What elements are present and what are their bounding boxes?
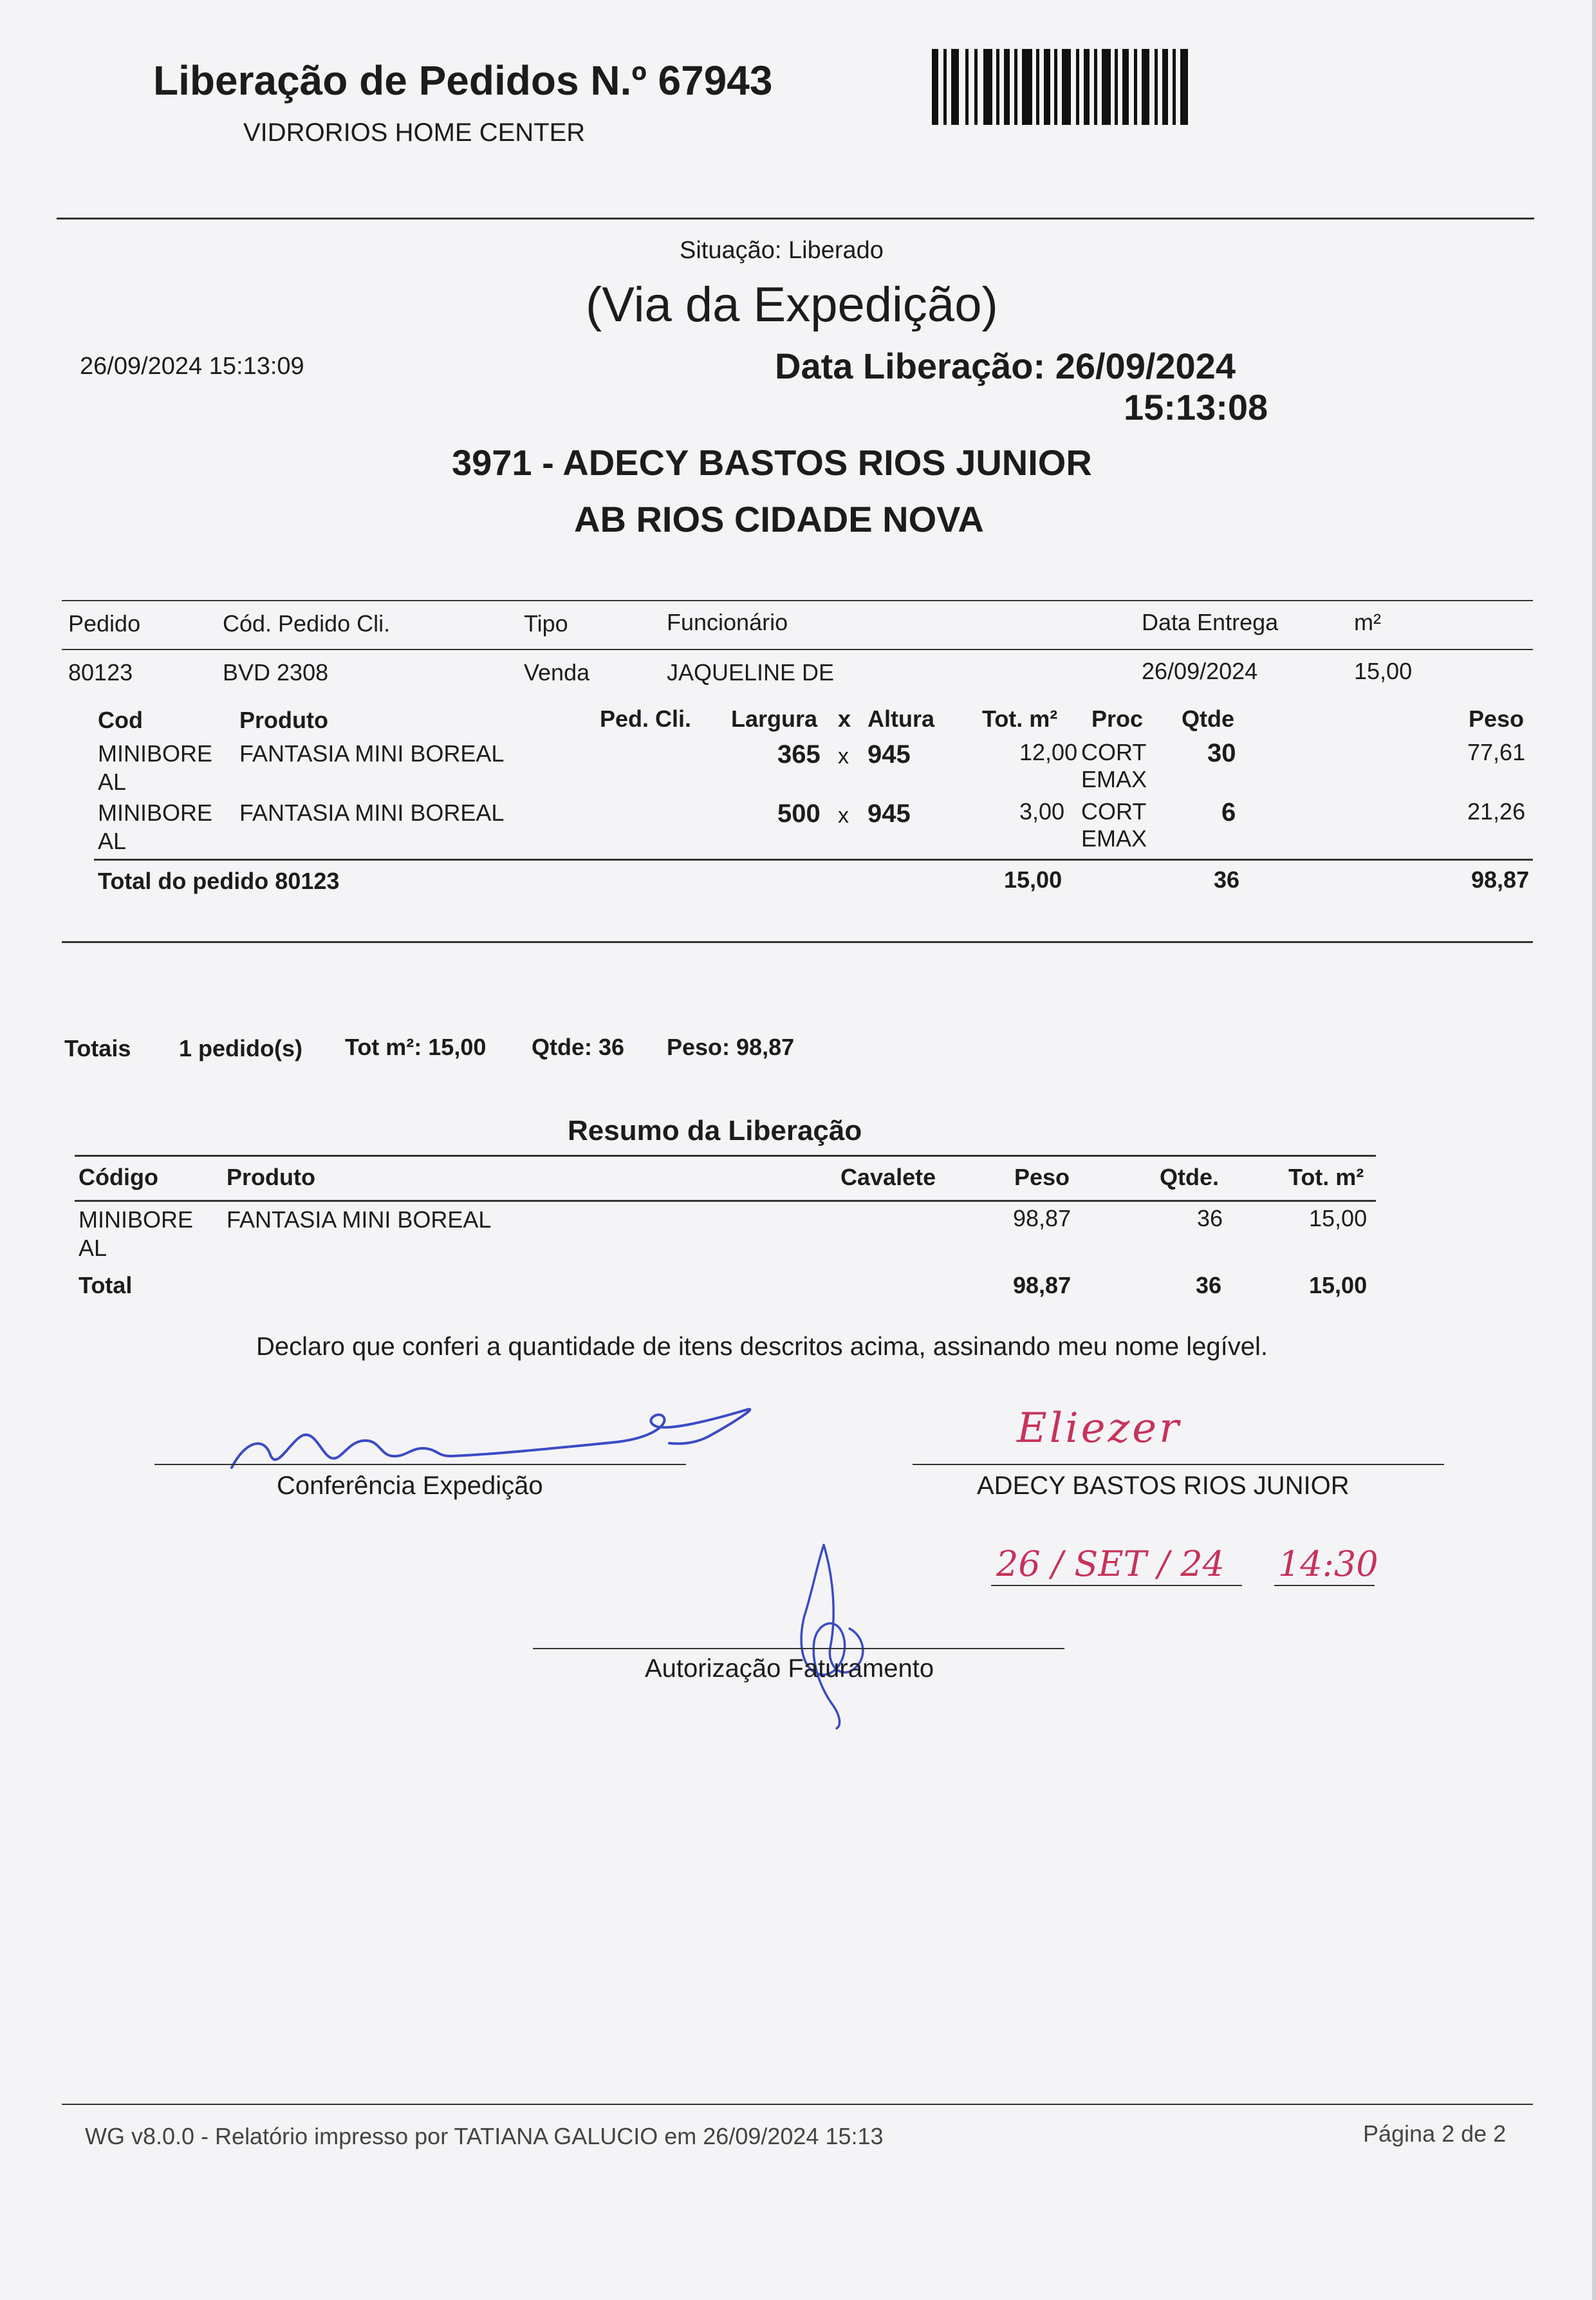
item-2-proc: CORT [1081, 798, 1147, 825]
client-handwritten-name: Eliezer [1017, 1405, 1182, 1452]
items-col-qtde: Qtde [1182, 706, 1235, 732]
resumo-header-rule [75, 1200, 1376, 1202]
items-col-proc: Proc [1091, 706, 1144, 732]
totais-peso: Peso: 98,87 [667, 1034, 795, 1060]
resumo-col-peso: Peso [1014, 1164, 1070, 1190]
items-total-qtde: 36 [1214, 866, 1240, 893]
order-cod-pedido-cli: BVD 2308 [223, 659, 329, 686]
items-total-label: Total do pedido 80123 [98, 868, 340, 894]
footer-page-number: Página 2 de 2 [1363, 2120, 1507, 2147]
document-title: Liberação de Pedidos N.º 67943 [153, 57, 773, 104]
item-1-proc: CORT [1081, 739, 1147, 765]
item-1-cod: MINIBORE [98, 740, 213, 767]
handwritten-date: 26 / SET / 24 [996, 1544, 1225, 1584]
item-1-tot-m2: 12,00 [1019, 739, 1078, 765]
resumo-top-rule [75, 1155, 1376, 1157]
item-2-cod-cont: AL [98, 828, 127, 854]
col-m2: m² [1354, 609, 1381, 635]
resumo-total-peso: 98,87 [1013, 1272, 1072, 1298]
totais-qtde: Qtde: 36 [532, 1034, 625, 1060]
col-cod-pedido-cli: Cód. Pedido Cli. [223, 610, 391, 637]
item-1-proc-cont: EMAX [1081, 766, 1147, 792]
barcode-icon [932, 49, 1189, 125]
resumo-row-codigo-cont: AL [79, 1235, 107, 1261]
resumo-total-label: Total [79, 1272, 133, 1298]
col-tipo: Tipo [524, 610, 568, 637]
resumo-col-cavalete: Cavalete [840, 1164, 936, 1190]
item-2-produto: FANTASIA MINI BOREAL [239, 799, 505, 826]
autorizacao-signature-icon [772, 1538, 882, 1732]
order-data-entrega: 26/09/2024 [1142, 658, 1258, 684]
col-pedido: Pedido [68, 610, 141, 637]
item-2-x: x [838, 803, 849, 828]
resumo-row-tot-m2: 15,00 [1309, 1205, 1368, 1231]
resumo-total-tot-m2: 15,00 [1309, 1272, 1368, 1298]
item-2-altura: 945 [868, 799, 911, 828]
situacao-label: Situação: Liberado [680, 237, 884, 264]
item-2-qtde: 6 [1221, 798, 1236, 827]
resumo-total-qtde: 36 [1196, 1272, 1222, 1298]
order-m2: 15,00 [1354, 658, 1413, 684]
resumo-col-codigo: Código [79, 1164, 158, 1190]
data-liberacao: Data Liberação: 26/09/2024 [775, 346, 1236, 386]
order-funcionario: JAQUELINE DE [667, 659, 835, 686]
items-col-tot-m2: Tot. m² [982, 706, 1058, 732]
via-label: (Via da Expedição) [586, 277, 998, 332]
items-total-m2: 15,00 [1004, 866, 1062, 893]
data-liberacao-time: 15:13:08 [1124, 387, 1268, 427]
items-col-peso: Peso [1469, 706, 1525, 732]
item-2-cod: MINIBORE [98, 799, 213, 826]
item-1-qtde: 30 [1207, 739, 1236, 767]
date-underline [991, 1585, 1242, 1586]
header-divider [57, 218, 1534, 220]
items-total-peso: 98,87 [1471, 866, 1530, 893]
items-col-cod: Cod [98, 707, 143, 733]
order-table-header-rule [62, 649, 1533, 650]
printed-timestamp: 26/09/2024 15:13:09 [80, 353, 304, 380]
resumo-row-qtde: 36 [1197, 1205, 1223, 1231]
item-2-proc-cont: EMAX [1081, 825, 1147, 852]
item-2-peso: 21,26 [1467, 798, 1526, 825]
company-name: VIDRORIOS HOME CENTER [243, 118, 586, 147]
conferencia-signature-icon [219, 1397, 759, 1481]
item-1-largura: 365 [777, 740, 821, 769]
footer-printed-by: WG v8.0.0 - Relatório impresso por TATIANA GALUCIO em 26/09/2024 15:13 [85, 2123, 884, 2149]
col-data-entrega: Data Entrega [1142, 609, 1279, 635]
items-col-produto: Produto [239, 707, 328, 733]
item-1-x: x [838, 744, 849, 769]
autorizacao-label: Autorização Faturamento [645, 1654, 934, 1683]
resumo-row-peso: 98,87 [1013, 1205, 1072, 1231]
items-total-rule [94, 859, 1533, 861]
client-signature-line [913, 1464, 1444, 1465]
order-table-top-rule [62, 600, 1533, 601]
handwritten-time: 14:30 [1278, 1544, 1378, 1584]
declaration-text: Declaro que conferi a quantidade de itens descritos acima, assinando meu nome legível. [256, 1332, 1268, 1361]
resumo-col-tot-m2: Tot. m² [1288, 1164, 1364, 1190]
autorizacao-signature-line [533, 1648, 1064, 1649]
resumo-col-produto: Produto [227, 1164, 315, 1190]
item-1-peso: 77,61 [1467, 739, 1526, 765]
col-funcionario: Funcionário [667, 609, 788, 635]
totais-pedidos: 1 pedido(s) [179, 1035, 303, 1061]
order-pedido: 80123 [68, 659, 133, 686]
client-name: 3971 - ADECY BASTOS RIOS JUNIOR [452, 442, 1092, 483]
resumo-col-qtde: Qtde. [1160, 1164, 1220, 1190]
item-2-largura: 500 [777, 799, 821, 828]
totais-m2: Tot m²: 15,00 [345, 1034, 487, 1060]
items-col-altura: Altura [868, 706, 935, 732]
client-store: AB RIOS CIDADE NOVA [574, 499, 984, 539]
item-2-tot-m2: 3,00 [1019, 798, 1065, 825]
item-1-altura: 945 [868, 740, 911, 769]
conferencia-signature-line [154, 1464, 686, 1465]
items-col-largura: Largura [731, 706, 818, 732]
items-section-divider [62, 941, 1533, 943]
item-1-produto: FANTASIA MINI BOREAL [239, 740, 505, 767]
conferencia-label: Conferência Expedição [277, 1472, 543, 1500]
time-underline [1274, 1585, 1375, 1586]
footer-rule [62, 2104, 1533, 2105]
order-tipo: Venda [524, 659, 590, 686]
totais-label: Totais [64, 1035, 131, 1061]
items-col-x: x [838, 706, 851, 732]
resumo-row-codigo: MINIBORE [79, 1206, 194, 1233]
client-label: ADECY BASTOS RIOS JUNIOR [977, 1472, 1350, 1500]
items-col-ped-cli: Ped. Cli. [600, 706, 692, 732]
item-1-cod-cont: AL [98, 769, 127, 795]
resumo-row-produto: FANTASIA MINI BOREAL [227, 1206, 492, 1233]
resumo-title: Resumo da Liberação [568, 1115, 862, 1146]
